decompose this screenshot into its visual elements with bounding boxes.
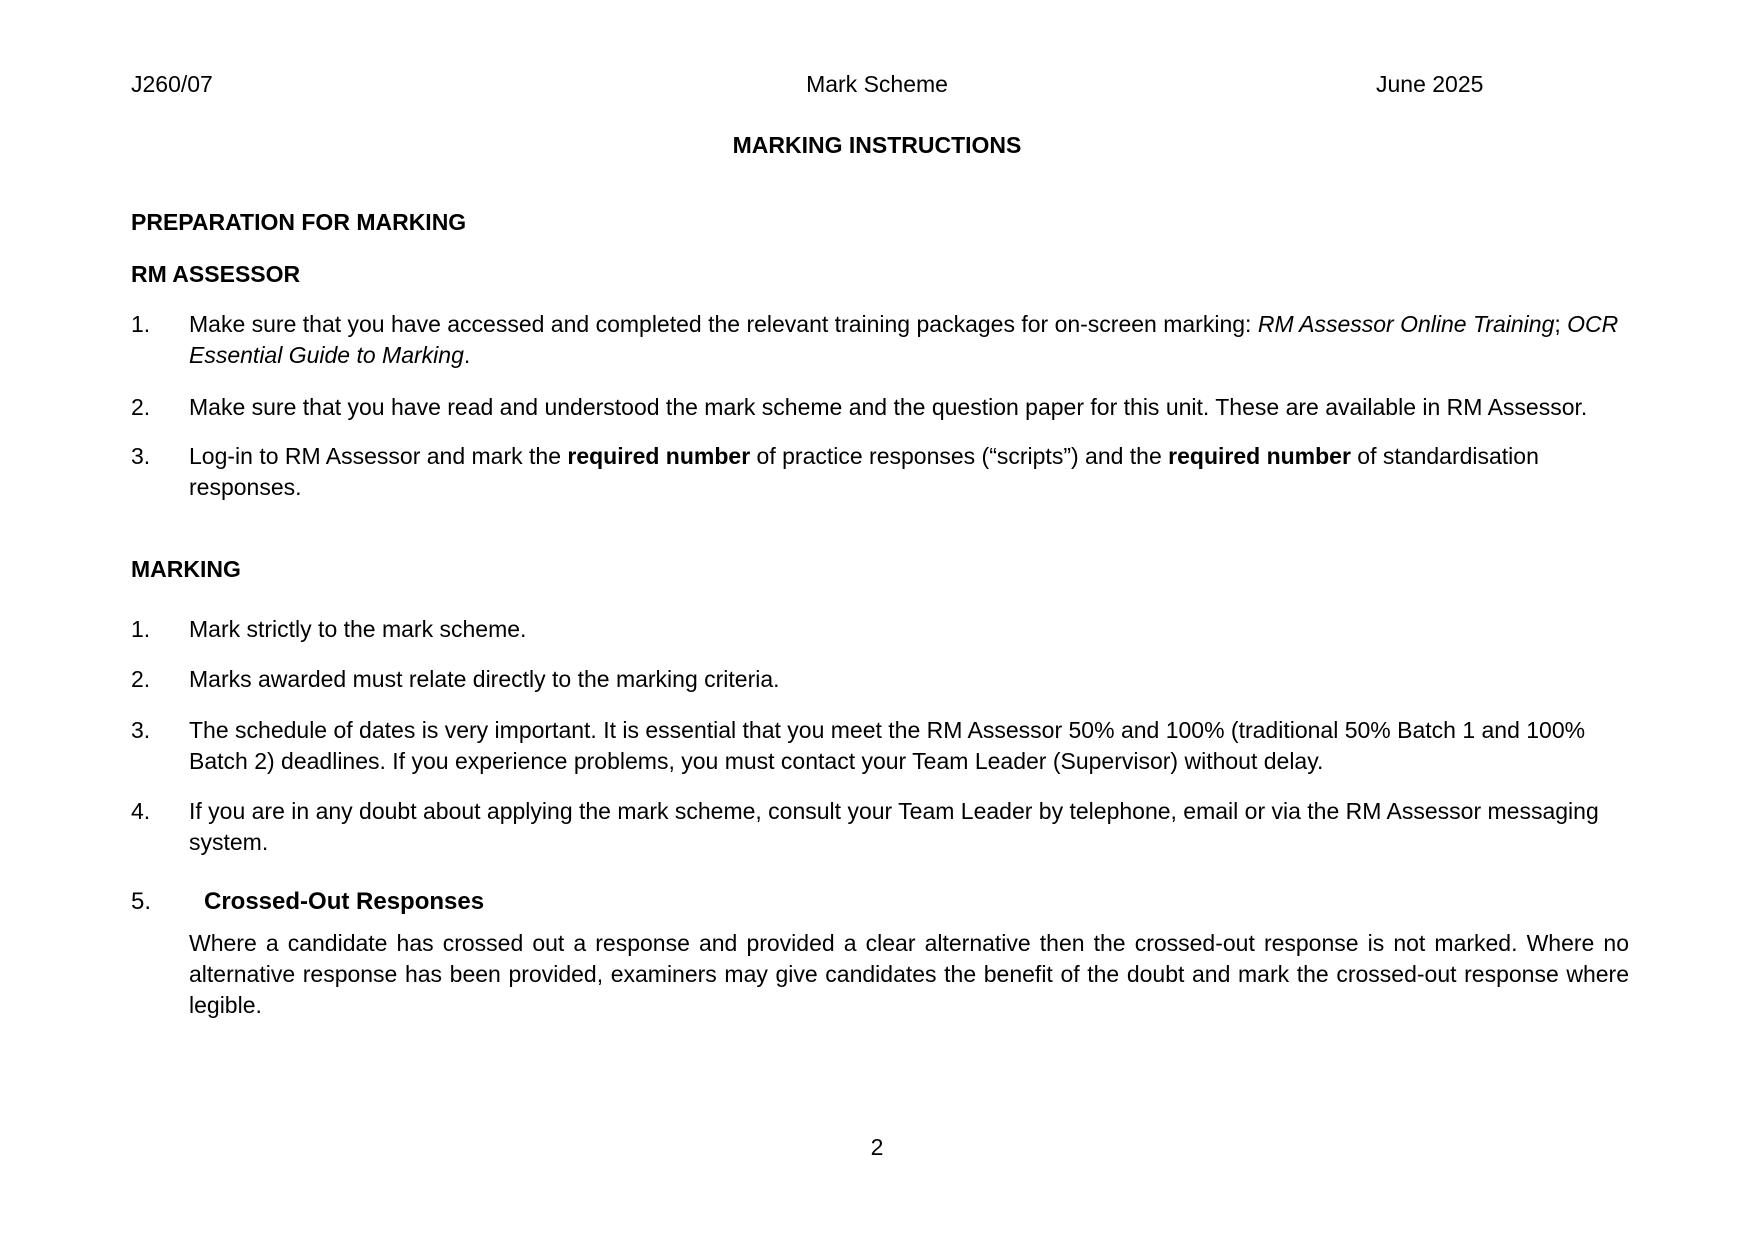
list-item bbox=[131, 441, 1631, 503]
list-item-number: 1. bbox=[131, 616, 151, 642]
list-item-number: 1. bbox=[131, 311, 151, 337]
page-number: 2 bbox=[870, 1134, 884, 1160]
list-item-number: 3. bbox=[131, 717, 151, 743]
list-item-text: Log-in to RM Assessor and mark the required number of practice responses (“scripts”) and the required number of standardisation responses. bbox=[189, 443, 1539, 500]
list-item-number: 5. bbox=[131, 888, 152, 915]
list-item-text: Where a candidate has crossed out a response and provided a clear alternative then the crossed-out response is not marked. Where no alternative response has been provided, examiners may give candidates the benefit of the doubt and mark the crossed-out response where legible. bbox=[189, 930, 1629, 1018]
crossed-out-paragraph bbox=[131, 928, 1631, 1021]
list-item bbox=[131, 614, 1631, 645]
subsection-heading-rm-assessor: RM ASSESSOR bbox=[131, 261, 301, 287]
list-item-text: Make sure that you have read and understood the mark scheme and the question paper for this unit. These are available in RM Assessor. bbox=[189, 394, 1588, 420]
list-item bbox=[131, 664, 1631, 695]
list-item bbox=[131, 715, 1631, 777]
list-item-number: 2. bbox=[131, 394, 151, 420]
section-heading-marking: MARKING bbox=[131, 556, 241, 582]
list-item bbox=[131, 796, 1631, 858]
list-item-text: The schedule of dates is very important. It is essential that you meet the RM Assessor 50% and 100% (traditional 50% Batch 1 and 100% Batch 2) deadlines. If you experience problems, you must contact your Team Leader (Supervisor) without delay. bbox=[189, 717, 1586, 774]
list-item-number: 2. bbox=[131, 666, 151, 692]
crossed-out-label: Crossed-Out Responses bbox=[204, 888, 485, 915]
list-item-number: 4. bbox=[131, 798, 151, 824]
emphasis-required-number: required number bbox=[1168, 443, 1351, 469]
list-item-text: If you are in any doubt about applying the mark scheme, consult your Team Leader by telephone, email or via the RM Assessor messaging system. bbox=[189, 798, 1599, 855]
guide-title: OCR Essential Guide to Marking bbox=[189, 311, 1619, 368]
list-item-number: 3. bbox=[131, 443, 151, 469]
page-title: MARKING INSTRUCTIONS bbox=[732, 132, 1022, 158]
list-item-text: Mark strictly to the mark scheme. bbox=[189, 616, 527, 642]
training-title: RM Assessor Online Training bbox=[1257, 311, 1555, 337]
paper-code: J260/07 bbox=[131, 71, 213, 97]
list-item-text: Make sure that you have accessed and completed the relevant training packages for on-screen marking: RM Assessor Online Training; OCR Essential Guide to Marking. bbox=[189, 311, 1619, 368]
header-date: June 2025 bbox=[1376, 71, 1484, 97]
header-title: Mark Scheme bbox=[806, 71, 948, 97]
list-item bbox=[131, 392, 1631, 423]
section-heading-preparation: PREPARATION FOR MARKING bbox=[131, 209, 467, 235]
list-item-text: Marks awarded must relate directly to the marking criteria. bbox=[189, 666, 780, 692]
list-item bbox=[131, 309, 1631, 371]
emphasis-required-number: required number bbox=[567, 443, 751, 469]
